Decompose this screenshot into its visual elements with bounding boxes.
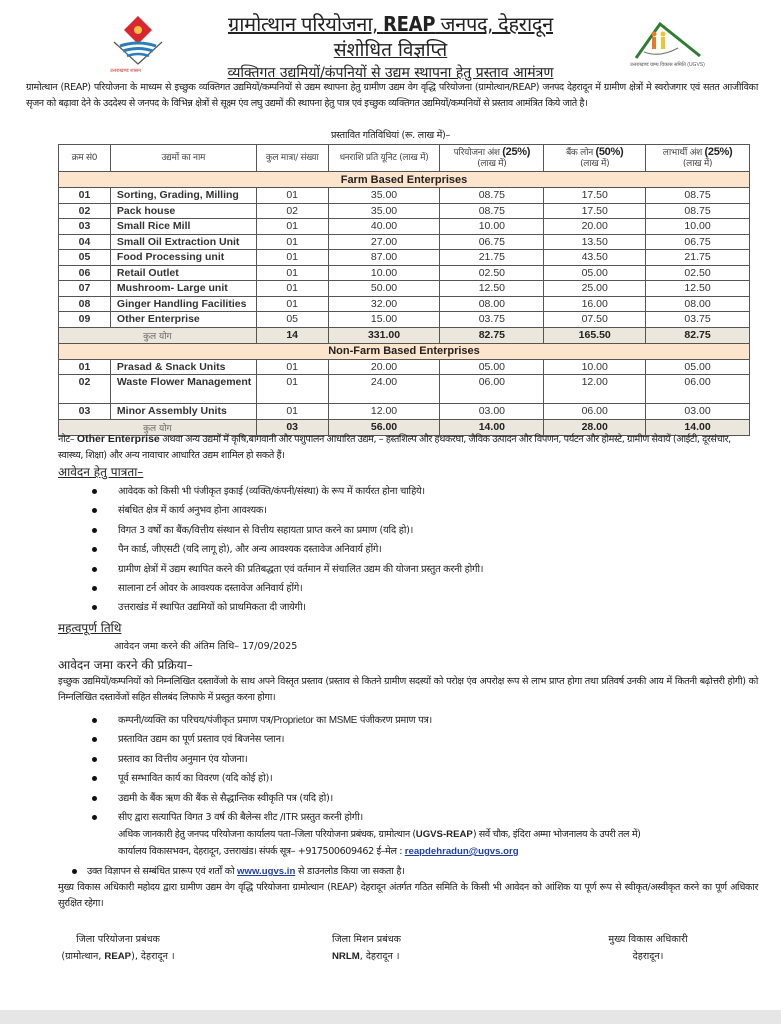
cell-project-share: 08.75 [440, 188, 544, 204]
section-header [59, 172, 750, 188]
col-header-amount-per-unit: धनराशि प्रति यूनिट (लाख में) [328, 145, 440, 172]
process-list [92, 711, 432, 827]
cell-name: Other Enterprise [110, 312, 256, 328]
col-header-serial: क्रम सं0 [59, 145, 111, 172]
deadline-label: आवेदन जमा करने की अंतिम तिथि– [114, 641, 243, 652]
website-line: उक्त विज्ञापन से सम्बंधित प्रारूप एवं शर्तों को www.ugvs.in से डाउनलोड किया जा सकता है। [72, 864, 404, 877]
total-value: 56.00 [328, 419, 440, 435]
total-value: 165.50 [544, 327, 646, 343]
cell-amount: 15.00 [328, 312, 440, 328]
table-row [59, 404, 750, 420]
email-link[interactable]: reapdehradun@ugvs.org [404, 846, 519, 857]
table-row [59, 219, 750, 235]
cell-bank-loan: 16.00 [544, 296, 646, 312]
page-subtitle: संशोधित विज्ञप्ति [333, 39, 448, 61]
cell-beneficiary-share: 06.00 [646, 375, 750, 404]
cell-quantity: 01 [256, 250, 328, 266]
cell-bank-loan: 20.00 [544, 219, 646, 235]
cell-serial: 01 [59, 359, 111, 375]
total-row [59, 327, 750, 343]
table-row [59, 188, 750, 204]
section-title: Farm Based Enterprises [59, 172, 750, 188]
cell-project-share: 12.50 [440, 281, 544, 297]
cell-quantity: 05 [256, 312, 328, 328]
eligibility-item [92, 540, 483, 559]
table-row [59, 359, 750, 375]
bullet-icon [92, 776, 97, 781]
bullet-icon [92, 605, 97, 610]
cell-beneficiary-share: 03.75 [646, 312, 750, 328]
signature-district-mission-manager: जिला मिशन प्रबंधक NRLM, देहरादून । [332, 934, 401, 962]
table-row [59, 312, 750, 328]
ugvs-caption: उत्तराखण्ड ग्राम्य विकास समिति (UGVS) [630, 62, 705, 68]
cell-name: Minor Assembly Units [110, 404, 256, 420]
cell-amount: 27.00 [328, 234, 440, 250]
cell-name: Food Processing unit [110, 250, 256, 266]
cell-beneficiary-share: 03.00 [646, 404, 750, 420]
title-reap: REAP [383, 12, 436, 36]
bullet-icon [92, 586, 97, 591]
cell-quantity: 01 [256, 296, 328, 312]
cell-beneficiary-share: 12.50 [646, 281, 750, 297]
cell-name: Small Oil Extraction Unit [110, 234, 256, 250]
table-row [59, 234, 750, 250]
total-value: 82.75 [646, 327, 750, 343]
cell-serial: 06 [59, 265, 111, 281]
bullet-icon [92, 508, 97, 513]
cell-amount: 20.00 [328, 359, 440, 375]
item-text: ग्रामीण क्षेत्रों में उद्यम स्थापित करने की प्रतिबद्धता एवं वर्तमान में संचालित उद्यम की योजना प्रस्तुत करनी होगी। [118, 563, 484, 575]
cell-project-share: 03.00 [440, 404, 544, 420]
cell-name: Sorting, Grading, Milling [110, 188, 256, 204]
col-header-beneficiary-share: लाभार्थी अंश (25%) (लाख में) [646, 145, 750, 172]
eligibility-item [92, 501, 483, 520]
bullet-icon [92, 796, 97, 801]
eligibility-heading: आवेदन हेतु पात्रता– [58, 465, 144, 479]
eligibility-item [92, 482, 483, 501]
table-caption: प्रस्तावित गतिविधियां (रू. लाख में)– [331, 130, 450, 141]
col-header-quantity: कुल मात्रा/ संख्या [256, 145, 328, 172]
table-row [59, 375, 750, 404]
bullet-icon [92, 567, 97, 572]
signature-cdo: मुख्य विकास अधिकारी देहरादून। [608, 934, 688, 962]
item-text: आवेदक को किसी भी पंजीकृत इकाई (व्यक्ति/कंपनी/संस्था) के रूप में कार्यरत होना चाहिये। [118, 486, 425, 497]
item-text: सालाना टर्न ओवर के आवश्यक दस्तावेज अनिवार्य होंगे। [118, 582, 303, 594]
total-value: 28.00 [544, 419, 646, 435]
cell-serial: 03 [59, 404, 111, 420]
invitation-heading: व्यक्तिगत उद्यमियों/कंपनियों से उद्यम स्थापना हेतु प्रस्ताव आमंत्रण [227, 65, 554, 81]
total-value: 82.75 [440, 327, 544, 343]
table-row [59, 296, 750, 312]
item-text: उत्तराखंड में स्थापित उद्यमियों को प्राथमिकता दी जायेगी। [118, 602, 306, 614]
cell-amount: 10.00 [328, 265, 440, 281]
contact-info: अधिक जानकारी हेतु जनपद परियोजना कार्यालय पता–जिला परियोजना प्रबंधक, ग्रामोत्थान (UGVS-REAP) सर्वे चौक, इंदिरा अम्मा भोजनालय के उपरी तल में) कार्यालय विकासभवन, देहरादून, उत्तराखंड। संपर्क सूत्र– +917500609462 ई–मेल : reapdehradun@ugvs.org [118, 829, 641, 857]
table-row [59, 265, 750, 281]
bullet-icon [92, 528, 97, 533]
activities-table [58, 144, 750, 436]
document-requirement-item: प्रस्ताव का वित्तीय अनुमान एंव योजना। [92, 750, 432, 769]
cell-bank-loan: 12.00 [544, 375, 646, 404]
signature-district-project-manager: जिला परियोजना प्रबंधक (ग्रामोत्थान, REAP), देहरादून । [61, 934, 175, 962]
cell-beneficiary-share: 21.75 [646, 250, 750, 266]
col-header-bank-loan: बैंक लोन (50%) (लाख में) [544, 145, 646, 172]
document-requirement-item: कम्पनी/व्यक्ति का परिचय/पंजीकृत प्रमाण पत्र/Proprietor का MSME पंजीकरण प्रमाण पत्र। [92, 711, 432, 730]
cell-amount: 40.00 [328, 219, 440, 235]
cell-name: Pack house [110, 203, 256, 219]
bullet-icon [92, 547, 97, 552]
cell-beneficiary-share: 05.00 [646, 359, 750, 375]
cell-amount: 35.00 [328, 203, 440, 219]
eligibility-list [92, 482, 483, 618]
bullet-icon [72, 869, 77, 874]
table-row [59, 203, 750, 219]
table-row [59, 281, 750, 297]
cell-serial: 07 [59, 281, 111, 297]
cell-amount: 50.00 [328, 281, 440, 297]
eligibility-item [92, 560, 483, 579]
cell-project-share: 06.00 [440, 375, 544, 404]
eligibility-item [92, 598, 483, 617]
cell-bank-loan: 10.00 [544, 359, 646, 375]
cell-serial: 04 [59, 234, 111, 250]
cell-bank-loan: 25.00 [544, 281, 646, 297]
viewer-bottom-bar [0, 1010, 781, 1024]
cell-project-share: 02.50 [440, 265, 544, 281]
process-intro: इच्छुक उद्यमियों/कम्पनियों को निम्नलिखित दस्तावेंजो के साथ अपने विस्तृत प्रस्ताव (प्रस्ताव से कितने ग्रामीण सदस्यों को परोक्ष एंव अपरोक्ष रूप से लाभ प्राप्त होगा तथा प्रतिवर्ष उनकी आय में कितनी बढ़ोत्तरी होगी) को निम्नलिखित दस्तावेंजों सहित सीलबंद लिफाफे में प्रस्तुत करना होगा। [58, 676, 758, 703]
title-text-post: जनपद, देहरादून [435, 12, 553, 36]
document-requirement-item: प्रस्तावित उद्यम का पूर्ण प्रस्ताव एवं बिजनेस प्लान। [92, 730, 432, 749]
cell-quantity: 01 [256, 375, 328, 404]
cell-amount: 32.00 [328, 296, 440, 312]
table-header-row [59, 145, 750, 172]
cell-serial: 02 [59, 375, 111, 404]
col-header-project-share: परियोजना अंश (25%) (लाख में) [440, 145, 544, 172]
cell-serial: 01 [59, 188, 111, 204]
section-header [59, 343, 750, 359]
cell-beneficiary-share: 08.75 [646, 203, 750, 219]
document-requirement-item: उद्यमी के बैंक ऋण की बैंक से सैद्धान्तिक स्वीकृति पत्र (यदि हो)। [92, 789, 432, 808]
bullet-icon [92, 489, 97, 494]
website-link[interactable]: www.ugvs.in [237, 866, 296, 877]
process-heading: आवेदन जमा करने की प्रक्रिया– [58, 658, 193, 672]
total-value: 14 [256, 327, 328, 343]
section-title: Non-Farm Based Enterprises [59, 343, 750, 359]
col-header-name: उद्यमों का नाम [110, 145, 256, 172]
cell-beneficiary-share: 08.75 [646, 188, 750, 204]
cell-serial: 05 [59, 250, 111, 266]
total-label: कुल योग [59, 327, 257, 343]
cell-name: Retail Outlet [110, 265, 256, 281]
cell-project-share: 10.00 [440, 219, 544, 235]
deadline [114, 639, 297, 652]
cell-bank-loan: 17.50 [544, 203, 646, 219]
emblem-caption: उत्तराखण्ड शासन [110, 68, 141, 74]
bullet-icon [92, 737, 97, 742]
disclaimer: मुख्य विकास अधिकारी महोदय द्वारा ग्रामीण उद्यम वेग वृद्धि परियोजना ग्रामोत्थान (REAP) देहरादून अंतर्गत गठित समिति के किसी भी आवेदन को आंशिक या पूर्ण रूप से स्वीकृत/अस्वीकृत करने का पूर्ण अधिकार सुरक्षित रहेगा। [58, 882, 758, 909]
cell-beneficiary-share: 08.00 [646, 296, 750, 312]
cell-serial: 02 [59, 203, 111, 219]
bullet-icon [92, 718, 97, 723]
cell-project-share: 03.75 [440, 312, 544, 328]
cell-quantity: 02 [256, 203, 328, 219]
cell-name: Prasad & Snack Units [110, 359, 256, 375]
item-text: संबधित क्षेत्र में कार्य अनुभव होना आवश्यक। [118, 505, 267, 517]
cell-name: Ginger Handling Facilities [110, 296, 256, 312]
cell-bank-loan: 05.00 [544, 265, 646, 281]
cell-amount: 35.00 [328, 188, 440, 204]
cell-beneficiary-share: 10.00 [646, 219, 750, 235]
bullet-icon [92, 757, 97, 762]
total-label: कुल योग [59, 419, 257, 435]
cell-bank-loan: 07.50 [544, 312, 646, 328]
cell-quantity: 01 [256, 188, 328, 204]
cell-name: Small Rice Mill [110, 219, 256, 235]
dates-heading: महत्वपूर्ण तिथि [58, 621, 122, 635]
total-value: 331.00 [328, 327, 440, 343]
bullet-icon [92, 815, 97, 820]
cell-bank-loan: 43.50 [544, 250, 646, 266]
cell-name: Waste Flower Management [110, 375, 256, 404]
cell-bank-loan: 13.50 [544, 234, 646, 250]
cell-amount: 24.00 [328, 375, 440, 404]
note-text: नोट– Other Enterprise अथवा अन्य उद्यमों में कृषि,बागवानी और पशुपालन आधारित उद्यम, – हस्तशिल्प और हथकरघा, जैविक उत्पादन और विपणन, पर्यटन और होमस्टे, ग्रामीण सेवायें (आईटी, दूरसंचार, स्वास्थ्य, शिक्षा) और अन्य नावाचार आधारित उद्यम शामिल हो सकते हैं। [58, 433, 731, 461]
cell-amount: 12.00 [328, 404, 440, 420]
cell-quantity: 01 [256, 219, 328, 235]
cell-project-share: 05.00 [440, 359, 544, 375]
cell-serial: 09 [59, 312, 111, 328]
item-text: पैन कार्ड, जीएसटी (यदि लागू हो), और अन्य आवश्यक दस्तावेज अनिवार्य होंगे। [118, 544, 382, 556]
cell-quantity: 01 [256, 404, 328, 420]
intro-paragraph: ग्रामोत्थान (REAP) परियोजना के माध्यम से इच्छुक व्यक्तिगत उद्यमियों/कम्पनियों से उद्यम स्थापना हेतु ग्रामीण उद्यम वेग वृद्धि परियोजना (ग्रामोत्थान/REAP) जनपद देहरादून में ग्रामीण क्षेत्रों मे स्वरोजगार एवं सतत आजीविका सृजन को बढ़ावा देने के उददेश्य से जनपद के विभिन्न क्षेत्रों से सूक्ष्म एंव लघु उद्यमों की स्थापना हेतु पात्र एवं इच्छुक व्यक्तिगत उद्यमियों/कम्पनियों से प्रस्ताव आमंत्रित किये जाते है। [26, 82, 758, 109]
cell-serial: 03 [59, 219, 111, 235]
eligibility-item [92, 521, 483, 540]
cell-quantity: 01 [256, 359, 328, 375]
total-value: 14.00 [646, 419, 750, 435]
cell-name: Mushroom- Large unit [110, 281, 256, 297]
eligibility-item [92, 579, 483, 598]
cell-beneficiary-share: 06.75 [646, 234, 750, 250]
item-text: विगत 3 वर्षों का बैंक/वित्तीय संस्थान से वित्तीय सहायता प्राप्त करने का प्रमाण (यदि हो)। [118, 524, 414, 536]
total-value: 03 [256, 419, 328, 435]
document-requirement-item: सीए द्वारा सत्यापित विगत 3 वर्ष की बैलेन्स शीट /ITR प्रस्तुत करनी होगी। [92, 808, 432, 827]
deadline-value: 17/09/2025 [242, 641, 298, 652]
cell-serial: 08 [59, 296, 111, 312]
cell-quantity: 01 [256, 281, 328, 297]
cell-quantity: 01 [256, 265, 328, 281]
total-value: 14.00 [440, 419, 544, 435]
document-requirement-item: पूर्व सम्भावित कार्य का विवरण (यदि कोई हो)। [92, 769, 432, 788]
cell-beneficiary-share: 02.50 [646, 265, 750, 281]
title-text: ग्रामोत्थान परियोजना, [228, 12, 384, 36]
cell-quantity: 01 [256, 234, 328, 250]
cell-bank-loan: 06.00 [544, 404, 646, 420]
cell-project-share: 21.75 [440, 250, 544, 266]
cell-project-share: 08.75 [440, 203, 544, 219]
cell-amount: 87.00 [328, 250, 440, 266]
cell-project-share: 06.75 [440, 234, 544, 250]
page-title [0, 10, 781, 37]
cell-project-share: 08.00 [440, 296, 544, 312]
table-row [59, 250, 750, 266]
cell-bank-loan: 17.50 [544, 188, 646, 204]
